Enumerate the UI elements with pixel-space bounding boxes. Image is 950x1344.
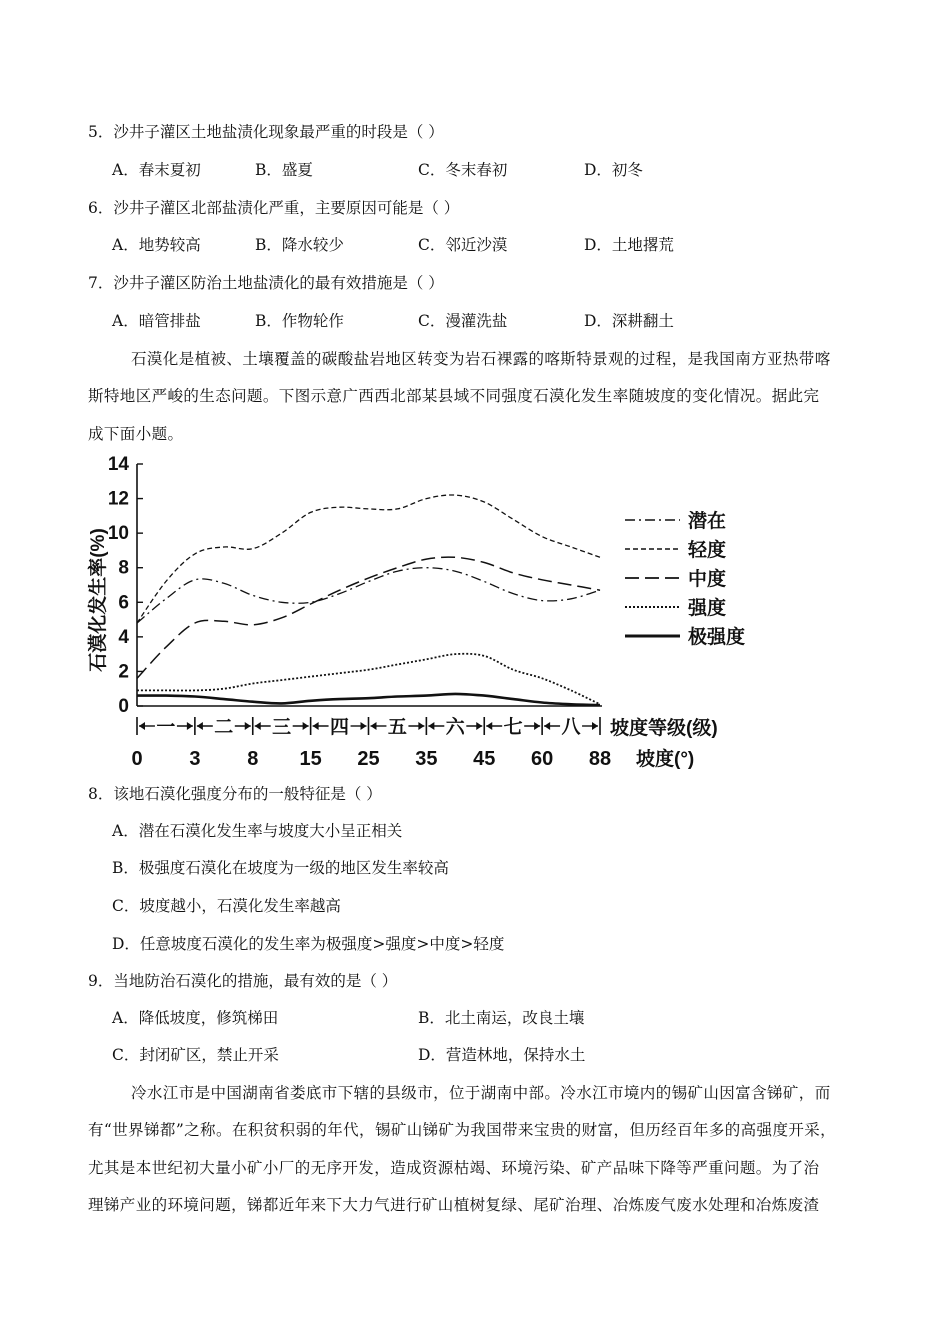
y-tick-label: 2 [118, 661, 129, 683]
y-tick-label: 14 [107, 454, 129, 475]
grade-arrow-left [139, 722, 145, 730]
grade-arrow-left [486, 722, 492, 730]
y-tick-label: 10 [107, 523, 129, 545]
grade-axis-label: 坡度等级(级) [610, 718, 718, 739]
q9-option-b[interactable]: B．北土南运，改良土壤 [418, 1009, 585, 1027]
slope-tick-label: 88 [588, 748, 612, 770]
slope-axis-label: 坡度(°) [636, 749, 695, 770]
y-tick-label: 4 [118, 626, 129, 648]
grade-arrow-left [255, 722, 261, 730]
slope-axis [131, 748, 611, 770]
grade-label: 八 [561, 717, 581, 738]
grade-label: 七 [503, 717, 523, 738]
legend-label: 极强度 [688, 627, 746, 648]
grade-arrow-left [313, 722, 319, 730]
series-line-1 [137, 568, 600, 623]
question-6-stem: 6．沙井子灌区北部盐渍化严重，主要原因可能是（ ） [88, 199, 460, 217]
desertification-chart [80, 450, 780, 780]
passage1-line-2: 斯特地区严峻的生态问题。下图示意广西西北部某县域不同强度石漠化发生率随坡度的变化情况。据此完 [88, 387, 820, 405]
series-line-3 [137, 557, 600, 678]
grade-arrow-right [476, 722, 482, 730]
y-tick-label: 6 [118, 592, 129, 614]
series-line-5 [137, 694, 600, 705]
grade-arrow-right [418, 722, 424, 730]
y-axis-label: 石漠化发生率(%) [88, 528, 109, 672]
question-8-stem: 8．该地石漠化强度分布的一般特征是（ ） [88, 785, 382, 803]
slope-tick-label: 8 [247, 748, 259, 770]
q9-option-d[interactable]: D．营造林地，保持水土 [418, 1046, 586, 1064]
grade-arrow-right [303, 722, 309, 730]
y-tick-label: 12 [107, 488, 129, 510]
passage1-line-3: 成下面小题。 [88, 425, 184, 443]
grade-label: 一 [156, 717, 176, 738]
grade-arrow-left [544, 722, 550, 730]
question-9-stem: 9．当地防治石漠化的措施，最有效的是（ ） [88, 972, 398, 990]
grade-arrow-right [245, 722, 251, 730]
q6-option-a[interactable]: A．地势较高 [112, 236, 201, 254]
slope-tick-label: 35 [415, 748, 438, 770]
passage2-line-1: 冷水江市是中国湖南省娄底市下辖的县级市，位于湖南中部。冷水江市境内的锡矿山因富含锑矿，而 [131, 1084, 831, 1102]
legend-label: 中度 [688, 569, 727, 590]
q8-option-a[interactable]: A．潜在石漠化发生率与坡度大小呈正相关 [112, 822, 403, 840]
q6-option-d[interactable]: D．土地撂荒 [584, 236, 674, 254]
q9-option-a[interactable]: A．降低坡度，修筑梯田 [112, 1009, 279, 1027]
grade-arrow-right [534, 722, 540, 730]
grade-axis [137, 716, 600, 738]
q5-option-c[interactable]: C．冬末春初 [418, 161, 508, 179]
passage2-line-2: 有“世界锑都”之称。在积贫积弱的年代，锡矿山锑矿为我国带来宝贵的财富，但历经百年多的高强度开采， [88, 1121, 837, 1139]
q5-option-a[interactable]: A．春末夏初 [112, 161, 201, 179]
grade-arrow-left [197, 722, 203, 730]
chart-legend [625, 509, 745, 648]
q6-option-c[interactable]: C．邻近沙漠 [418, 236, 508, 254]
question-5-stem: 5．沙井子灌区土地盐渍化现象最严重的时段是（ ） [88, 123, 444, 141]
grade-label: 三 [272, 717, 292, 738]
grade-label: 六 [445, 717, 465, 738]
grade-label: 二 [214, 717, 234, 738]
grade-label: 五 [387, 717, 407, 738]
series-line-2 [137, 495, 600, 623]
q8-option-c[interactable]: C．坡度越小，石漠化发生率越高 [112, 897, 341, 915]
passage2-line-4: 理锑产业的环境问题，锑都近年来下大力气进行矿山植树复绿、尾矿治理、冶炼废气废水处理和冶炼废渣 [88, 1196, 820, 1214]
q5-option-d[interactable]: D．初冬 [584, 161, 643, 179]
legend-label: 轻度 [688, 540, 727, 561]
q8-option-d[interactable]: D．任意坡度石漠化的发生率为极强度>强度>中度>轻度 [112, 935, 505, 953]
grade-arrow-right [187, 722, 193, 730]
legend-label: 潜在 [688, 511, 727, 532]
q7-option-b[interactable]: B．作物轮作 [255, 312, 344, 330]
legend-label: 强度 [688, 598, 727, 619]
passage2-line-3: 尤其是本世纪初大量小矿小厂的无序开发，造成资源枯竭、环境污染、矿产品味下降等严重问题。为了治 [88, 1159, 820, 1177]
grade-label: 四 [330, 717, 350, 738]
question-7-stem: 7．沙井子灌区防治土地盐渍化的最有效措施是（ ） [88, 274, 444, 292]
grade-arrow-left [371, 722, 377, 730]
q7-option-c[interactable]: C．漫灌洗盐 [418, 312, 508, 330]
grade-arrow-left [428, 722, 434, 730]
q5-option-b[interactable]: B．盛夏 [255, 161, 313, 179]
passage1-line-1: 石漠化是植被、土壤覆盖的碳酸盐岩地区转变为岩石裸露的喀斯特景观的过程，是我国南方亚热带喀 [131, 350, 831, 368]
y-tick-label: 0 [118, 696, 129, 717]
series-lines [137, 495, 600, 705]
q8-option-b[interactable]: B．极强度石漠化在坡度为一级的地区发生率较高 [112, 859, 449, 877]
slope-tick-label: 3 [189, 748, 201, 770]
slope-tick-label: 60 [531, 748, 554, 770]
q7-option-d[interactable]: D．深耕翻土 [584, 312, 674, 330]
y-tick-label: 8 [118, 557, 129, 579]
slope-tick-label: 0 [131, 748, 143, 770]
q9-option-c[interactable]: C．封闭矿区，禁止开采 [112, 1046, 279, 1064]
grade-arrow-right [361, 722, 367, 730]
slope-tick-label: 15 [299, 748, 322, 770]
q6-option-b[interactable]: B．降水较少 [255, 236, 344, 254]
slope-tick-label: 25 [357, 748, 380, 770]
grade-arrow-right [592, 722, 598, 730]
q7-option-a[interactable]: A．暗管排盐 [112, 312, 201, 330]
slope-tick-label: 45 [473, 748, 496, 770]
